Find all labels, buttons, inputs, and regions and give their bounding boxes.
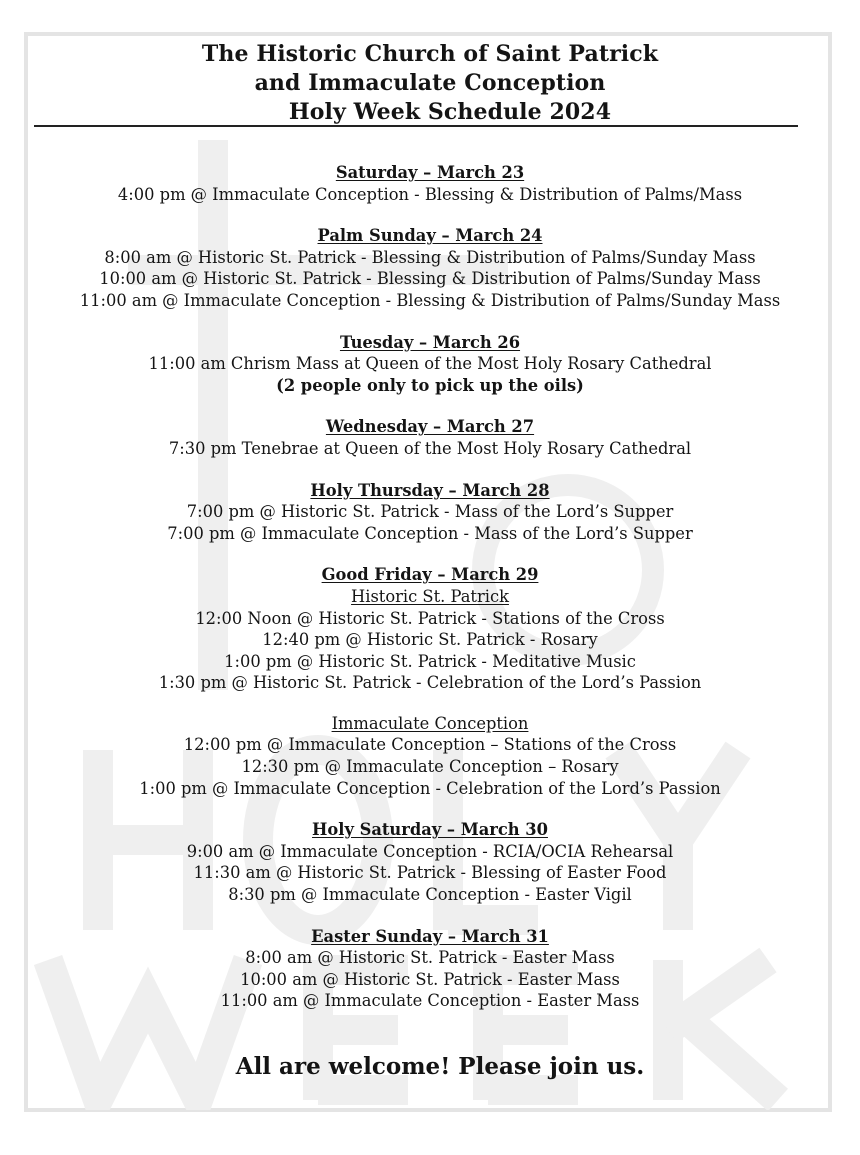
schedule-entry: 7:00 pm @ Historic St. Patrick - Mass of the Lord’s Supper	[186, 502, 674, 522]
section-holy-saturday	[0, 819, 860, 905]
schedule-entry: 4:00 pm @ Immaculate Conception - Blessing & Distribution of Palms/Mass	[117, 184, 743, 204]
schedule-entry: 11:30 am @ Historic St. Patrick - Blessing of Easter Food	[193, 863, 667, 883]
location-subheading: Historic St. Patrick	[351, 586, 509, 606]
day-heading: Easter Sunday – March 31	[311, 926, 549, 946]
section-easter-sunday	[0, 926, 860, 1012]
schedule-note: (2 people only to pick up the oils)	[276, 375, 584, 395]
day-heading: Saturday – March 23	[335, 163, 525, 182]
schedule-title: Holy Week Schedule 2024	[288, 99, 612, 125]
section-wednesday	[0, 416, 860, 459]
section-palm-sunday	[0, 225, 860, 311]
schedule-entry: 9:00 am @ Immaculate Conception - RCIA/OCIA Rehearsal	[186, 841, 674, 861]
church-name: The Historic Church of Saint Patrick	[201, 41, 659, 67]
schedule-entry: 1:00 pm @ Immaculate Conception - Celebration of the Lord’s Passion	[139, 778, 721, 798]
schedule-entry: 12:40 pm @ Historic St. Patrick - Rosary	[262, 630, 598, 650]
schedule-entry: 1:30 pm @ Historic St. Patrick - Celebration of the Lord’s Passion	[158, 673, 702, 693]
schedule-entry: 11:00 am @ Immaculate Conception - Blessing & Distribution of Palms/Sunday Mass	[79, 290, 781, 310]
day-heading: Holy Thursday – March 28	[310, 480, 550, 500]
schedule-entry: 8:00 am @ Historic St. Patrick - Easter Mass	[245, 948, 615, 968]
day-heading: Holy Saturday – March 30	[312, 820, 548, 840]
schedule-entry: 1:00 pm @ Historic St. Patrick - Meditative Music	[224, 651, 636, 671]
schedule-entry: 12:00 Noon @ Historic St. Patrick - Stations of the Cross	[195, 608, 665, 628]
group-spacer	[0, 694, 860, 713]
schedule-entry: 7:30 pm Tenebrae at Queen of the Most Holy Rosary Cathedral	[168, 438, 692, 458]
schedule-entry: 12:00 pm @ Immaculate Conception – Stations of the Cross	[183, 735, 677, 755]
header-divider	[34, 125, 798, 127]
schedule-entry: 10:00 am @ Historic St. Patrick - Easter Mass	[240, 969, 620, 989]
schedule-entry: 8:00 am @ Historic St. Patrick - Blessing & Distribution of Palms/Sunday Mass	[104, 247, 756, 267]
day-heading: Good Friday – March 29	[321, 565, 539, 585]
welcome-message: All are welcome! Please join us.	[235, 1053, 645, 1080]
section-holy-thursday	[0, 480, 860, 545]
schedule-entry: 7:00 pm @ Immaculate Conception - Mass of the Lord’s Supper	[167, 523, 693, 543]
section-saturday	[0, 162, 860, 205]
schedule-entry: 12:30 pm @ Immaculate Conception – Rosary	[241, 757, 619, 777]
schedule-list	[0, 162, 860, 1032]
day-heading: Tuesday – March 26	[339, 332, 521, 352]
church-name-continued: and Immaculate Conception	[254, 70, 606, 96]
section-tuesday	[0, 332, 860, 397]
day-heading: Wednesday – March 27	[325, 417, 535, 437]
flyer-header	[0, 40, 860, 127]
schedule-entry: 8:30 pm @ Immaculate Conception - Easter Vigil	[228, 885, 632, 905]
section-good-friday	[0, 564, 860, 799]
schedule-entry: 11:00 am Chrism Mass at Queen of the Most Holy Rosary Cathedral	[148, 354, 712, 374]
schedule-entry: 10:00 am @ Historic St. Patrick - Blessing & Distribution of Palms/Sunday Mass	[99, 269, 761, 289]
location-subheading: Immaculate Conception	[331, 713, 529, 733]
schedule-entry: 11:00 am @ Immaculate Conception - Easter Mass	[220, 991, 640, 1011]
day-heading: Palm Sunday – March 24	[317, 226, 543, 246]
